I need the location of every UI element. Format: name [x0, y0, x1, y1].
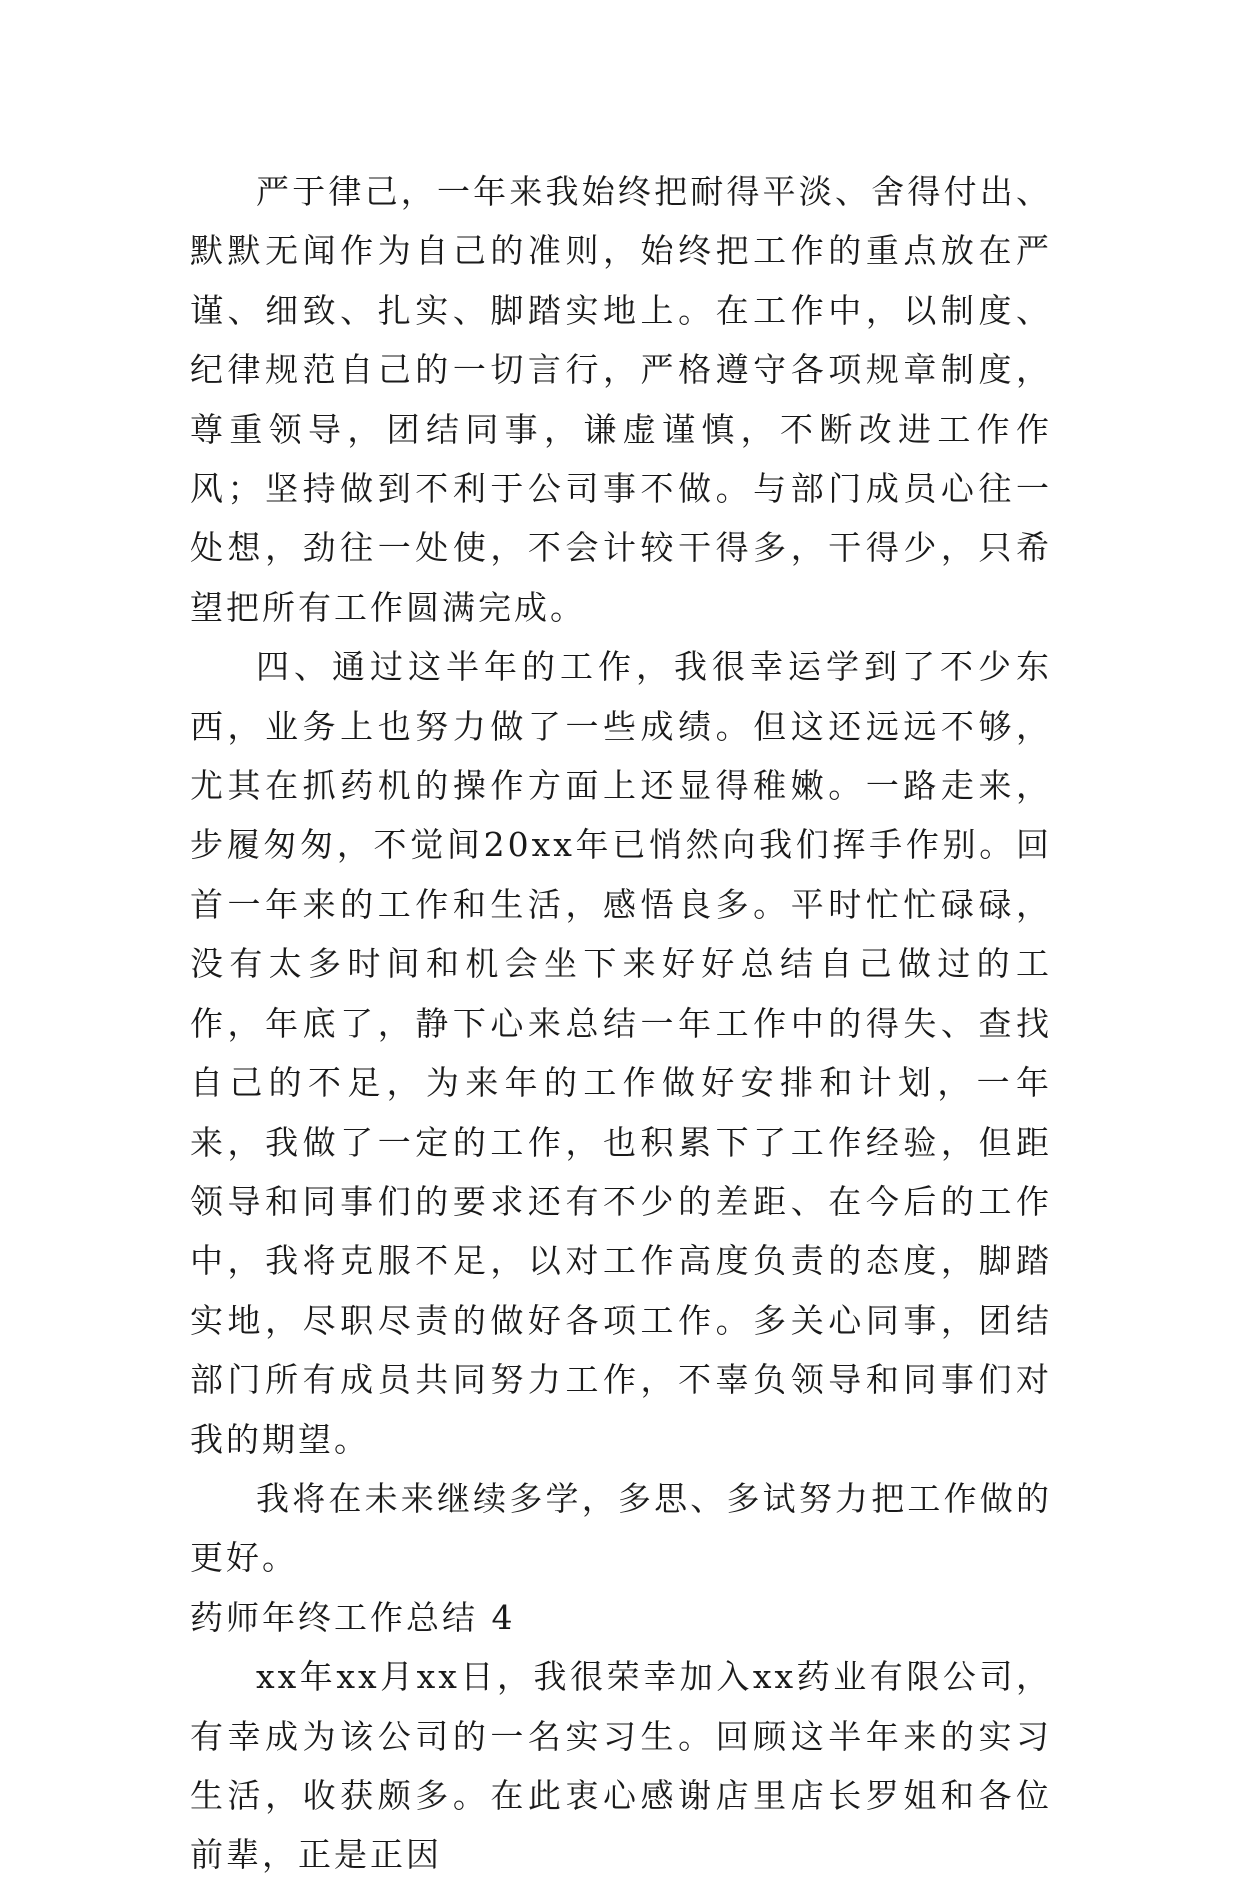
document-body: [190, 162, 1052, 1885]
section-heading: 药师年终工作总结 4: [190, 1597, 516, 1637]
paragraph-internship-intro: xx年xx月xx日，我很荣幸加入xx药业有限公司，有幸成为该公司的一名实习生。回顾这半年来的实习生活，收获颇多。在此衷心感谢店里店长罗姐和各位前辈，正是正因: [190, 1657, 1052, 1875]
paragraph-section-four: 四、通过这半年的工作，我很幸运学到了不少东西，业务上也努力做了一些成绩。但这还远远不够，尤其在抓药机的操作方面上还显得稚嫩。一路走来，步履匆匆，不觉间20xx年已悄然向我们挥手作别。回首一年来的工作和生活，感悟良多。平时忙忙碌碌，没有太多时间和机会坐下来好好总结自己做过的工作，年底了，静下心来总结一年工作中的得失、查找自己的不足，为来年的工作做好安排和计划，一年来，我做了一定的工作，也积累下了工作经验，但距领导和同事们的要求还有不少的差距、在今后的工作中，我将克服不足，以对工作高度负责的态度，脚踏实地，尽职尽责的做好各项工作。多关心同事，团结部门所有成员共同努力工作，不辜负领导和同事们对我的期望。: [190, 647, 1052, 1459]
paragraph-future-plan: 我将在未来继续多学，多思、多试努力把工作做的更好。: [190, 1478, 1052, 1578]
paragraph-self-discipline: 严于律己，一年来我始终把耐得平淡、舍得付出、默默无闻作为自己的准则，始终把工作的重点放在严谨、细致、扎实、脚踏实地上。在工作中，以制度、纪律规范自己的一切言行，严格遵守各项规章制度，尊重领导，团结同事，谦虚谨慎，不断改进工作作风；坚持做到不利于公司事不做。与部门成员心往一处想，劲往一处使，不会计较干得多，干得少，只希望把所有工作圆满完成。: [190, 172, 1052, 627]
